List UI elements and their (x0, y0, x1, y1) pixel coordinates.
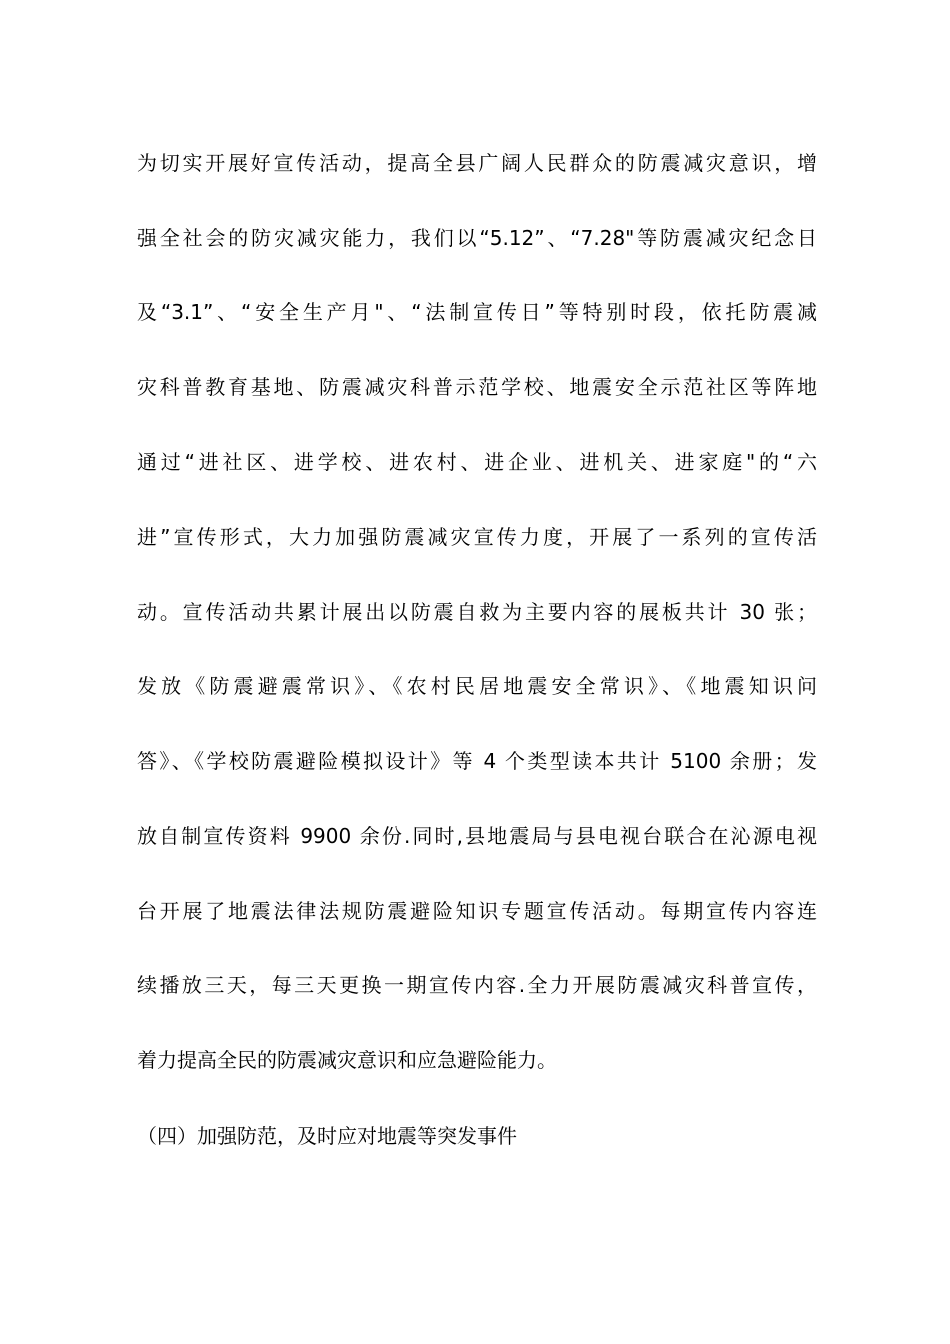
paragraph-line-3: 及“3.1”、“安全生产月"、“法制宣传日”等特别时段，依托防震减 (137, 300, 817, 324)
paragraph-line-11: 台开展了地震法律法规防震避险知识专题宣传活动。每期宣传内容连 (137, 899, 817, 923)
paragraph-line-12: 续播放三天，每三天更换一期宣传内容.全力开展防震减灾科普宣传， (137, 973, 817, 997)
paragraph-line-9: 答》、《学校防震避险模拟设计》等 4 个类型读本共计 5100 余册；发 (137, 749, 817, 773)
paragraph-line-1: 为切实开展好宣传活动，提高全县广阔人民群众的防震减灾意识，增 (137, 151, 817, 175)
paragraph-line-8: 发放《防震避震常识》、《农村民居地震安全常识》、《地震知识问 (137, 674, 817, 698)
paragraph-line-10: 放自制宣传资料 9900 余份.同时,县地震局与县电视台联合在沁源电视 (137, 824, 817, 848)
paragraph-line-6: 进”宣传形式，大力加强防震减灾宣传力度，开展了一系列的宣传活 (137, 525, 817, 549)
paragraph-line-7: 动。宣传活动共累计展出以防震自救为主要内容的展板共计 30 张； (137, 600, 817, 624)
paragraph-line-13: 着力提高全民的防震减灾意识和应急避险能力。 (137, 1048, 557, 1072)
paragraph-line-2: 强全社会的防灾减灾能力，我们以“5.12”、“7.28"等防震减灾纪念日 (137, 226, 817, 250)
paragraph-line-4: 灾科普教育基地、防震减灾科普示范学校、地震安全示范社区等阵地 (137, 375, 817, 399)
paragraph-line-5: 通过“进社区、进学校、进农村、进企业、进机关、进家庭"的“六 (137, 450, 817, 474)
section-heading: （四）加强防范，及时应对地震等突发事件 (137, 1124, 517, 1148)
